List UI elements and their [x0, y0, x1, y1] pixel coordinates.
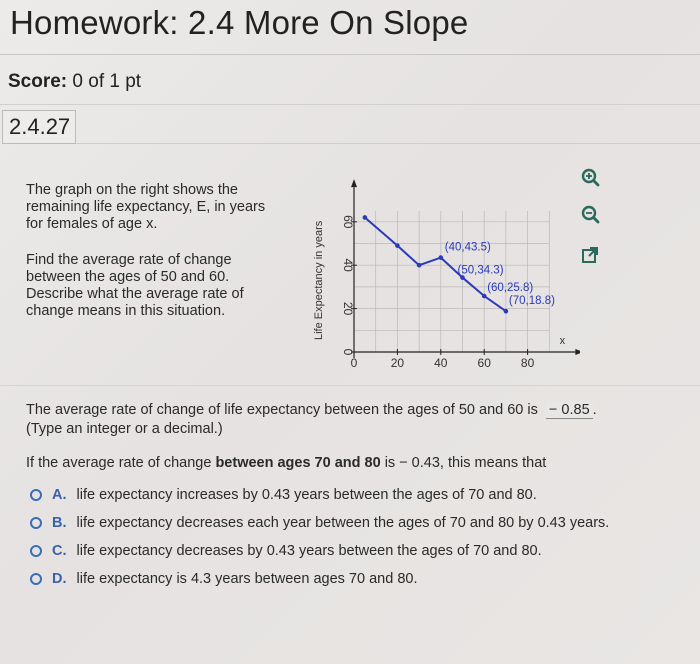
x-tick-label: 60 [477, 356, 491, 370]
prompt-line: between the ages of 50 and 60. [26, 269, 230, 285]
life-expectancy-chart [308, 158, 580, 378]
zoom-in-icon[interactable] [579, 166, 601, 188]
answer-value: − 0.85 [548, 402, 590, 418]
option-letter: C. [52, 543, 67, 559]
option-a[interactable] [30, 487, 537, 503]
prompt-text-2 [26, 252, 276, 320]
score [8, 71, 141, 93]
prompt-text-1 [26, 182, 276, 233]
score-value: 0 of 1 pt [72, 71, 142, 92]
point-annotation: (60,25.8) [487, 282, 534, 295]
followup-pre: If the average rate of change [26, 455, 212, 471]
score-label: Score: [8, 71, 68, 92]
x-tick-label: 0 [350, 356, 358, 370]
prompt-line: The graph on the right shows the [26, 182, 238, 198]
y-tick-label: 20 [341, 301, 355, 316]
data-point [439, 255, 444, 260]
x-axis-label: x [559, 335, 566, 347]
option-text: life expectancy decreases each year between the ages of 70 and 80 by 0.43 years. [76, 515, 610, 531]
option-b[interactable] [30, 515, 609, 531]
answer-hint: (Type an integer or a decimal.) [26, 421, 223, 437]
data-point [504, 309, 509, 314]
data-point [417, 263, 422, 268]
option-letter: B. [52, 515, 67, 531]
prompt-line: for females of age x. [26, 216, 158, 232]
point-annotation: (50,34.3) [457, 264, 504, 277]
divider [0, 104, 700, 105]
option-c[interactable] [30, 543, 542, 559]
prompt-line: remaining life expectancy, E, in years [26, 199, 266, 215]
prompt-line: Find the average rate of change [26, 252, 232, 268]
option-text: life expectancy is 4.3 years between ages 70 and 80. [76, 571, 418, 587]
answer-text: The average rate of change of life expectancy between the ages of 50 and 60 is [26, 402, 538, 418]
answer-input[interactable] [546, 402, 593, 419]
zoom-out-icon[interactable] [579, 203, 601, 225]
option-text: life expectancy decreases by 0.43 years between the ages of 70 and 80. [76, 543, 542, 559]
followup-bold: between ages 70 and 80 [215, 455, 381, 471]
option-letter: D. [52, 571, 67, 587]
radio-button[interactable] [30, 517, 42, 529]
option-letter: A. [52, 487, 67, 503]
prompt-line: Describe what the average rate of [26, 286, 244, 302]
answer-statement [26, 402, 597, 419]
x-tick-label: 80 [520, 356, 535, 370]
x-axis-arrow [575, 349, 580, 355]
x-tick-label: 20 [390, 356, 405, 370]
y-tick-label: 60 [341, 215, 355, 229]
y-tick-label: 40 [341, 258, 355, 272]
answer-period: . [592, 402, 597, 418]
data-point [482, 294, 487, 299]
page-title: Homework: 2.4 More On Slope [10, 4, 469, 41]
followup-question [26, 455, 546, 471]
y-axis-arrow [351, 179, 357, 187]
data-point [363, 215, 368, 220]
radio-button[interactable] [30, 573, 42, 585]
x-tick-label: 40 [434, 356, 448, 370]
radio-button[interactable] [30, 545, 42, 557]
question-number-text: 2.4.27 [9, 114, 71, 139]
popout-icon[interactable] [579, 244, 601, 266]
radio-button[interactable] [30, 489, 42, 501]
prompt-line: change means in this situation. [26, 303, 226, 319]
divider [76, 143, 700, 144]
point-annotation: (40,43.5) [444, 241, 491, 254]
y-tick-label: 0 [341, 348, 355, 356]
question-number [2, 110, 76, 144]
y-axis-label: Life Expectancy in years [313, 220, 325, 341]
option-d[interactable] [30, 571, 417, 587]
data-point [395, 243, 400, 248]
followup-post: is − 0.43, this means that [384, 455, 547, 471]
divider [0, 54, 700, 55]
point-annotation: (70,18.8) [508, 295, 555, 308]
option-text: life expectancy increases by 0.43 years between the ages of 70 and 80. [76, 487, 537, 503]
section-divider [0, 385, 700, 386]
